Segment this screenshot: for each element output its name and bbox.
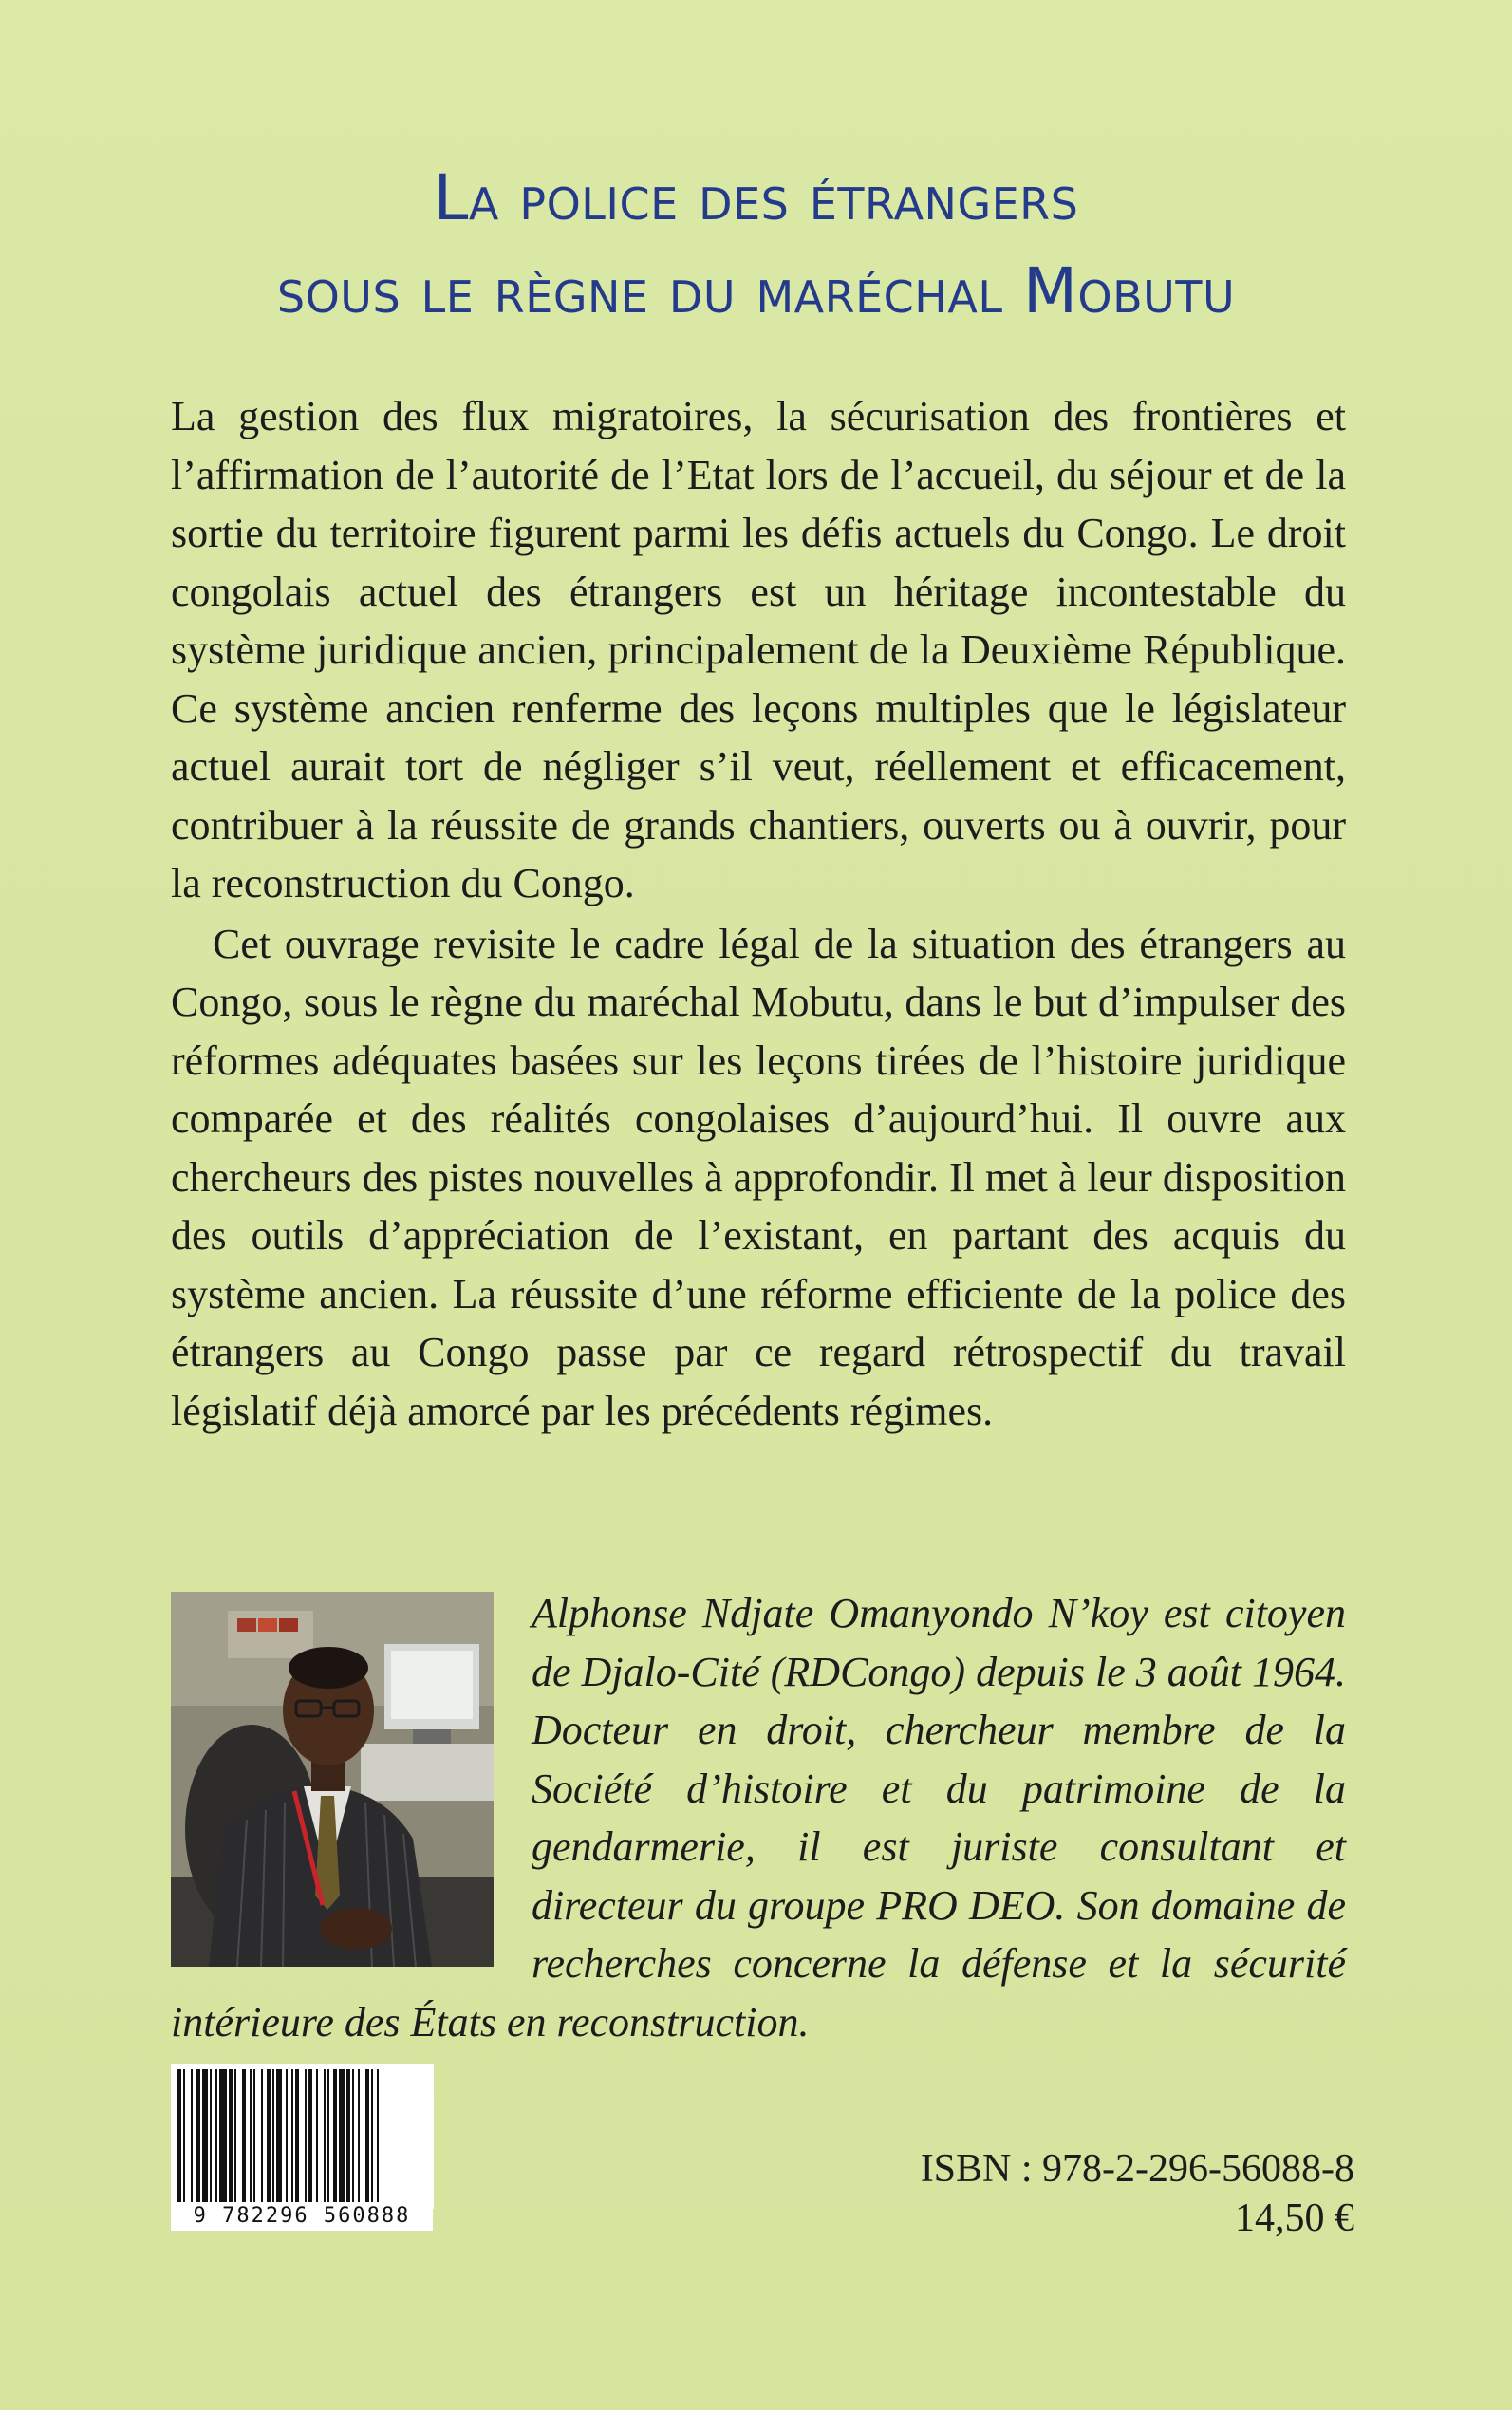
book-title: [0, 152, 1512, 338]
barcode-digits: 9 782296 560888: [171, 2202, 433, 2231]
isbn: ISBN : 978-2-296-56088-8: [920, 2147, 1354, 2191]
book-summary: [171, 387, 1346, 1440]
summary-paragraph-2: Cet ouvrage revisite le cadre légal de la situation des étrangers au Congo, sous le règne du maréchal Mobutu, dans le but d’impulser des réformes adéquates basées sur les leçons tirées de l’histoire juridique comparée et des réalités congolaises d’aujourd’hui. Il ouvre aux chercheurs des pistes nouvelles à approfondir. Il met à leur disposition des outils d’appréciation de l’existant, en partant des acquis du système ancien. La réussite d’une réforme efficiente de la police des étrangers au Congo passe par ce regard rétrospectif du travail législatif déjà amorcé par les précédents régimes.: [171, 920, 1346, 1434]
author-bio-text: Alphonse Ndjate Omanyondo N’koy est citoyen de Djalo-Cité (RDCongo) depuis le 3 août 1964. Docteur en droit, chercheur membre de la Société d’histoire et du patrimoine de la gendarmerie, il est juriste consultant et directeur du groupe PRO DEO. Son domaine de recherches concerne la défense et la sécurité intérieure des États en reconstruction.: [171, 1590, 1346, 2046]
barcode-bars: [172, 2065, 433, 2208]
price: 14,50 €: [1235, 2196, 1354, 2240]
title-line-2: sous le règne du maréchal Mobutu: [276, 254, 1236, 327]
title-line-1: La police des étrangers: [433, 161, 1079, 234]
photo-wrap-spacer: [171, 1584, 532, 1978]
barcode: [171, 2064, 434, 2209]
author-biography: [171, 1584, 1346, 2051]
summary-paragraph-1: La gestion des flux migratoires, la sécurisation des frontières et l’affirmation de l’autorité de l’Etat lors de l’accueil, du séjour et de la sortie du territoire figurent parmi les défis actuels du Congo. Le droit congolais actuel des étrangers est un héritage incontestable du système juridique ancien, principalement de la Deuxième République. Ce système ancien renferme des leçons multiples que le législateur actuel aurait tort de négliger s’il veut, réellement et efficacement, contribuer à la réussite de grands chantiers, ouverts ou à ouvrir, pour la reconstruction du Congo.: [171, 393, 1346, 906]
